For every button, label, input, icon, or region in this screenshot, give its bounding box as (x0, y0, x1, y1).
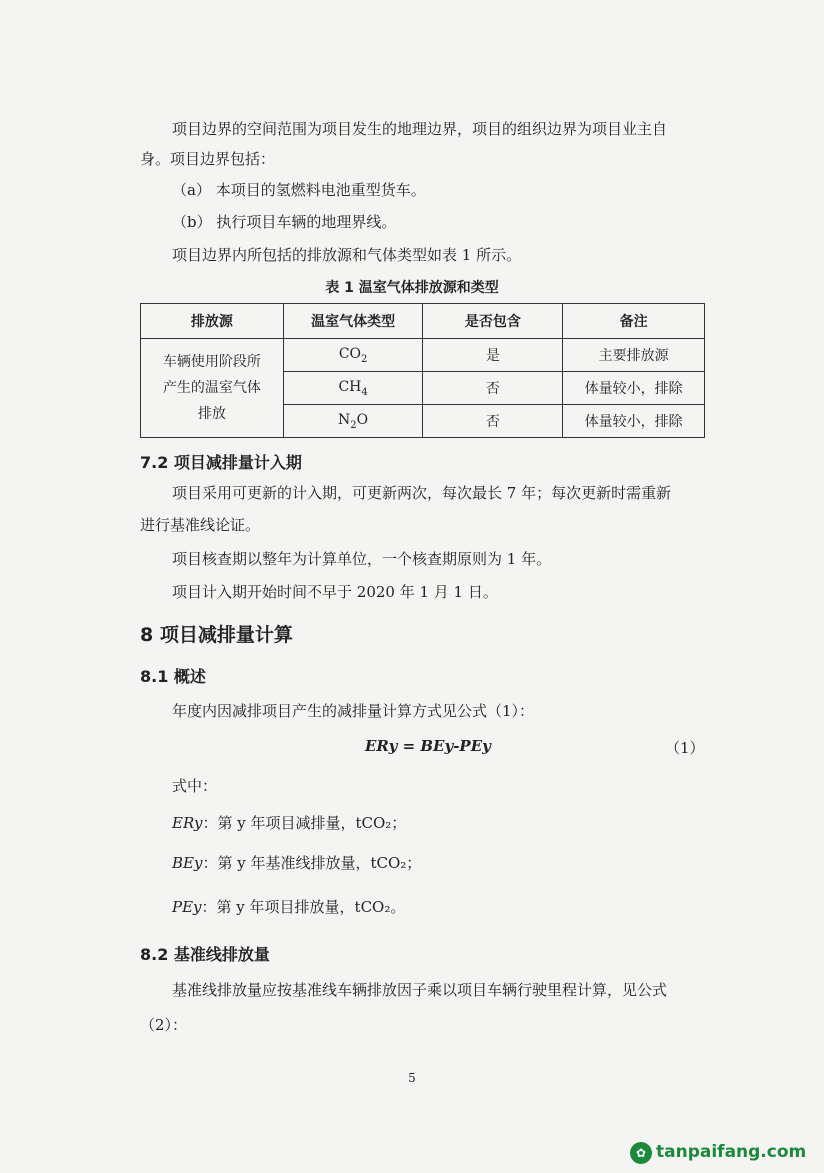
definition-be: BEy：第 y 年基准线排放量，tCO₂； (172, 854, 422, 872)
section-8-2-heading: 8.2 基准线排放量 (140, 945, 270, 964)
symbol: BEy (172, 854, 203, 872)
intro-line-1: 项目边界的空间范围为项目发生的地理边界，项目的组织边界为项目业主自 (172, 120, 668, 138)
header-included: 是否包含 (423, 304, 563, 339)
definition-er: ERy：第 y 年项目减排量，tCO₂； (172, 814, 407, 832)
header-note: 备注 (563, 304, 705, 339)
intro-line-2: 身。项目边界包括： (140, 150, 276, 168)
boundary-item-b: （b） 执行项目车辆的地理界线。 (172, 213, 397, 231)
baseline-line-2: （2）： (140, 1016, 188, 1034)
watermark (626, 1140, 816, 1166)
table-header-row (141, 304, 705, 339)
emission-source-table (140, 303, 705, 438)
table-row (141, 339, 705, 372)
note-cell: 体量较小，排除 (563, 372, 705, 405)
gas-cell: $CH_4$ (283, 372, 423, 405)
intro-line-3: 项目边界内所包括的排放源和气体类型如表 1 所示。 (172, 246, 522, 264)
section-8-1-heading: 8.1 概述 (140, 667, 206, 686)
section-8-heading: 8 项目减排量计算 (140, 624, 293, 646)
header-source: 排放源 (141, 304, 284, 339)
baseline-line-1: 基准线排放量应按基准线车辆排放因子乘以项目车辆行驶里程计算，见公式 (172, 981, 668, 999)
source-cell (141, 339, 284, 438)
section-7-2-heading: 7.2 项目减排量计入期 (140, 453, 302, 472)
watermark-text: tanpaifang.com (656, 1142, 807, 1162)
leaf-icon: ✿ (630, 1142, 652, 1164)
note-cell: 主要排放源 (563, 339, 705, 372)
note-cell: 体量较小，排除 (563, 405, 705, 438)
source-line: 车辆使用阶段所 (162, 354, 261, 370)
crediting-start: 项目计入期开始时间不早于 2020 年 1 月 1 日。 (172, 583, 498, 601)
gas-cell: $N_2O$ (283, 405, 423, 438)
formula-intro: 年度内因减排项目产生的减排量计算方式见公式（1）： (172, 702, 535, 720)
crediting-period-line-1: 项目采用可更新的计入期，可更新两次，每次最长 7 年；每次更新时需重新 (172, 484, 672, 502)
gas-cell: $CO_2$ (283, 339, 423, 372)
header-gas-type: 温室气体类型 (283, 304, 423, 339)
boundary-item-a: （a） 本项目的氢燃料电池重型货车。 (172, 181, 426, 199)
where-label: 式中： (172, 777, 218, 795)
formula-1: ERy = BEy-PEy (365, 737, 491, 755)
source-line: 排放 (197, 406, 226, 422)
symbol: PEy (172, 898, 202, 916)
page-number: 5 (408, 1071, 416, 1085)
table-caption: 表 1 温室气体排放源和类型 (325, 280, 499, 296)
definition-pe: PEy：第 y 年项目排放量，tCO₂。 (172, 898, 406, 916)
included-cell: 是 (423, 339, 563, 372)
included-cell: 否 (423, 372, 563, 405)
included-cell: 否 (423, 405, 563, 438)
equation-number: （1） (665, 739, 705, 757)
verification-period: 项目核查期以整年为计算单位，一个核查期原则为 1 年。 (172, 550, 552, 568)
symbol: ERy (172, 814, 203, 832)
source-line: 产生的温室气体 (162, 380, 261, 396)
crediting-period-line-2: 进行基准线论证。 (140, 516, 261, 534)
